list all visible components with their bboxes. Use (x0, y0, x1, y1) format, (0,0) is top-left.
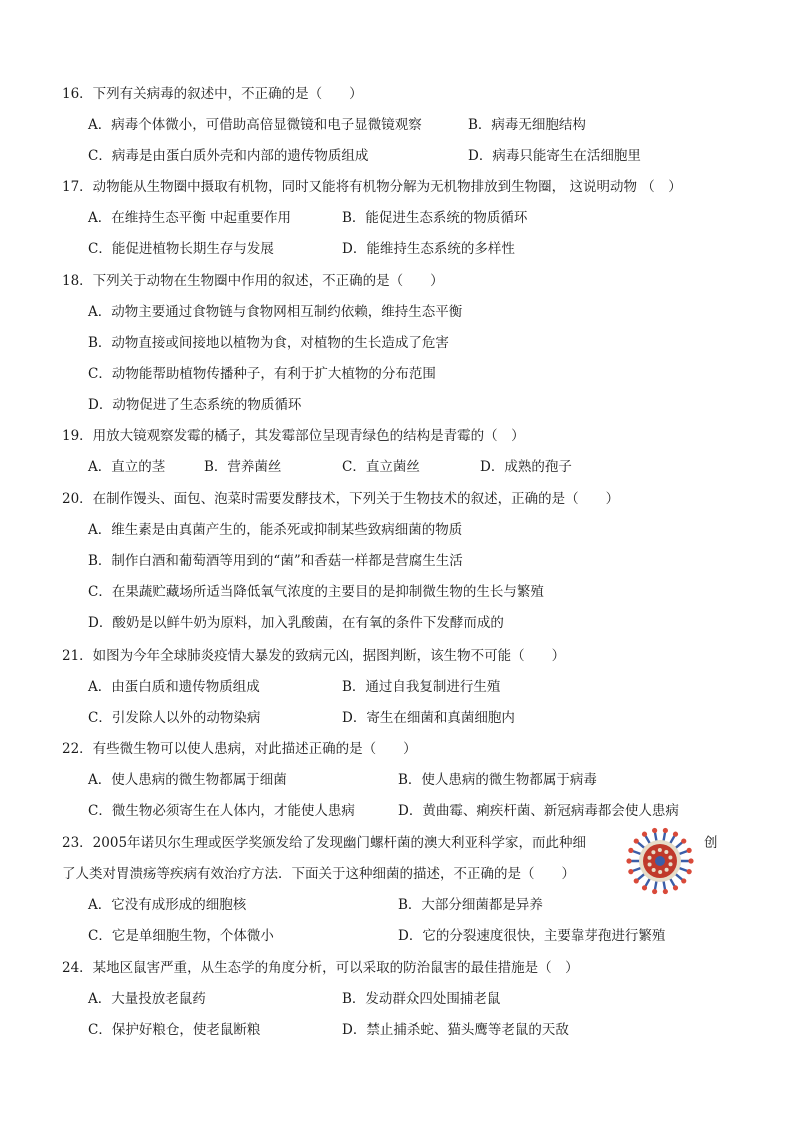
question-23-stem-line1: 23．2005年诺贝尔生理或医学奖颁发给了发现幽门螺杆菌的澳大利亚科学家，而此种细 (62, 835, 587, 851)
virus-spike-tip (673, 885, 678, 890)
virus-protein-dot (669, 862, 673, 866)
question-19-option-d: D．成熟的孢子 (480, 459, 572, 475)
question-18-option-a: A．动物主要通过食物链与食物网相互制约依赖，维持生态平衡 (88, 304, 463, 320)
question-20-option-a: A．维生素是由真菌产生的，能杀死或抑制某些致病细菌的物质 (88, 522, 463, 538)
question-24-option-c: C．保护好粮仓，使老鼠断粮 (88, 1022, 261, 1038)
question-17-option-a: A．在维持生态平衡 中起重要作用 (88, 210, 292, 226)
virus-spike-tip (628, 848, 633, 853)
question-23-option-d: D．它的分裂速度很快，主要靠芽孢进行繁殖 (398, 928, 666, 944)
question-24-option-b: B．发动群众四处围捕老鼠 (342, 991, 501, 1007)
virus-spike-tip (628, 869, 633, 874)
virus-spike-tip (634, 838, 639, 843)
virus-spike-tip (663, 889, 668, 894)
question-19-option-b: B．营养菌丝 (204, 459, 282, 475)
question-19-option-c: C．直立菌丝 (342, 459, 420, 475)
question-20-option-c: C．在果蔬贮藏场所适当降低氧气浓度的主要目的是抑制微生物的生长与繁殖 (88, 584, 544, 600)
question-22-stem: 22．有些微生物可以使人患病，对此描述正确的是（ ） (62, 741, 417, 757)
question-23-option-c: C．它是单细胞生物，个体微小 (88, 928, 274, 944)
question-20-option-d: D．酸奶是以鲜牛奶为原料，加入乳酸菌，在有氧的条件下发酵而成的 (88, 615, 504, 631)
question-17-option-d: D．能维持生态系统的多样性 (342, 241, 515, 257)
question-18-option-c: C．动物能帮助植物传播种子，有利于扩大植物的分布范围 (88, 366, 436, 382)
question-16-option-b: B．病毒无细胞结构 (468, 117, 586, 133)
virus-protein-dot (647, 856, 651, 860)
question-24-stem: 24．某地区鼠害严重，从生态学的角度分析，可以采取的防治鼠害的最佳措施是（ ） (62, 960, 579, 976)
virus-spike-tip (634, 878, 639, 883)
question-21-stem: 21．如图为今年全球肺炎疫情大暴发的致病元凶，据图判断，该生物不可能（ ） (62, 648, 566, 664)
question-20-stem: 20．在制作馒头、面包、泡菜时需要发酵技术，下列关于生物技术的叙述，正确的是（ ） (62, 491, 620, 507)
coronavirus-figure (624, 825, 696, 897)
question-17-option-b: B．能促进生态系统的物质循环 (342, 210, 528, 226)
question-21-option-d: D．寄生在细菌和真菌细胞内 (342, 710, 515, 726)
virus-spike-tip (687, 869, 692, 874)
question-18-option-d: D．动物促进了生态系统的物质循环 (88, 397, 302, 413)
question-17-option-c: C．能促进植物长期生存与发展 (88, 241, 274, 257)
virus-center (655, 856, 665, 866)
virus-spike-tip (681, 878, 686, 883)
virus-protein-dot (664, 850, 668, 854)
question-18-option-b: B．动物直接或间接地以植物为食，对植物的生长造成了危害 (88, 335, 449, 351)
virus-spike-tip (652, 889, 657, 894)
question-23-option-b: B．大部分细菌都是异养 (398, 897, 543, 913)
virus-protein-dot (658, 870, 662, 874)
virus-protein-dot (665, 868, 669, 872)
question-21-option-b: B．通过自我复制进行生殖 (342, 679, 501, 695)
virus-spike-tip (688, 858, 693, 863)
question-22-option-a: A．使人患病的微生物都属于细菌 (88, 772, 287, 788)
question-16-stem: 16．下列有关病毒的叙述中，不正确的是（ ） (62, 86, 363, 102)
virus-spike-tip (642, 885, 647, 890)
question-23-option-a: A．它没有成形成的细胞核 (88, 897, 247, 913)
virus-spike-tip (681, 838, 686, 843)
question-17-stem: 17．动物能从生物圈中摄取有机物，同时又能将有机物分解为无机物排放到生物圈， 这说明动物 （ ） (62, 179, 682, 195)
question-16-option-d: D．病毒只能寄生在活细胞里 (468, 148, 641, 164)
virus-spike-tip (626, 858, 631, 863)
virus-spike-tip (642, 832, 647, 837)
question-22-option-c: C．微生物必须寄生在人体内，才能使人患病 (88, 803, 355, 819)
question-20-option-b: B．制作白酒和葡萄酒等用到的“菌”和香菇一样都是营腐生生活 (88, 553, 463, 569)
virus-spike-tip (663, 828, 668, 833)
question-24-option-a: A．大量投放老鼠药 (88, 991, 206, 1007)
virus-spike-tip (673, 832, 678, 837)
virus-protein-dot (648, 863, 652, 867)
question-19-stem: 19．用放大镜观察发霉的橘子，其发霉部位呈现青绿色的结构是青霉的（ ） (62, 428, 525, 444)
question-21-option-a: A．由蛋白质和遗传物质组成 (88, 679, 260, 695)
question-23-stem-line2: 了人类对胃溃疡等疾病有效治疗方法．下面关于这种细菌的描述，不正确的是（ ） (62, 866, 575, 882)
virus-spike-tip (652, 828, 657, 833)
question-18-stem: 18．下列关于动物在生物圈中作用的叙述，不正确的是（ ） (62, 273, 444, 289)
question-16-option-c: C．病毒是由蛋白质外壳和内部的遗传物质组成 (88, 148, 369, 164)
coronavirus-icon (624, 825, 696, 897)
virus-protein-dot (651, 850, 655, 854)
question-21-option-c: C．引发除人以外的动物染病 (88, 710, 261, 726)
virus-protein-dot (668, 855, 672, 859)
virus-protein-dot (652, 868, 656, 872)
question-19-option-a: A．直立的茎 (88, 459, 166, 475)
virus-protein-dot (658, 848, 662, 852)
question-24-option-d: D．禁止捕杀蛇、猫头鹰等老鼠的天敌 (342, 1022, 569, 1038)
question-22-option-b: B．使人患病的微生物都属于病毒 (398, 772, 597, 788)
virus-spike-tip (687, 848, 692, 853)
question-22-option-d: D．黄曲霉、痢疾杆菌、新冠病毒都会使人患病 (398, 803, 679, 819)
question-23-stem-line1-end: 创 (704, 835, 718, 851)
question-16-option-a: A．病毒个体微小，可借助高倍显微镜和电子显微镜观察 (88, 117, 422, 133)
